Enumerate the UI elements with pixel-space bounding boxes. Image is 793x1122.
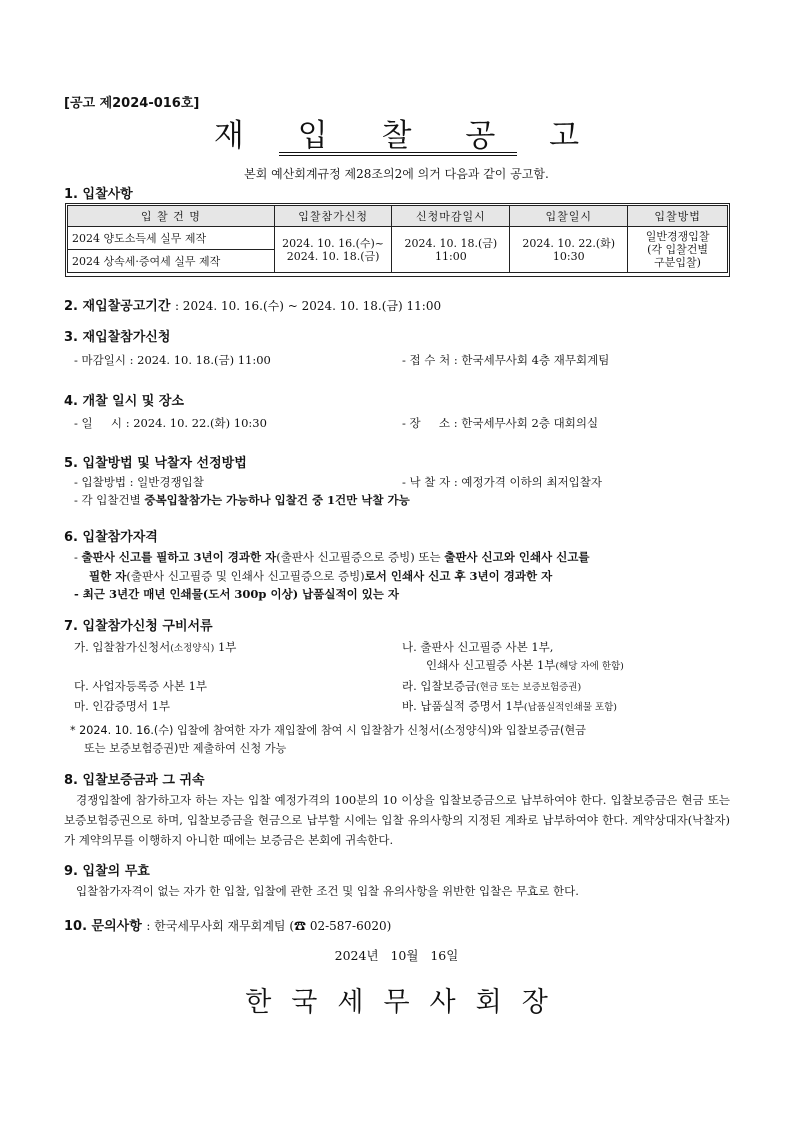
section-1-heading: 1. 입찰사항 bbox=[64, 187, 133, 202]
doc-ga bbox=[74, 639, 236, 655]
doc-na-2-label: 인쇄사 신고필증 사본 1부 bbox=[426, 658, 556, 672]
section-6-heading: 6. 입찰참가자격 bbox=[64, 530, 158, 545]
section-2 bbox=[64, 295, 441, 314]
doc-ra-label: 라. 입찰보증금 bbox=[402, 679, 476, 693]
table-row bbox=[68, 227, 728, 250]
deadline-cell bbox=[392, 227, 510, 273]
contact-value: : 한국세무사회 재무회계팀 (☎ 02-587-6020) bbox=[146, 919, 392, 933]
duplicate-bid-note bbox=[74, 492, 410, 508]
notice-number: [공고 제2024-016호] bbox=[64, 96, 200, 111]
qualification-completed: 필한 자 bbox=[89, 569, 127, 583]
header-deadline: 신청마감일시 bbox=[392, 206, 510, 227]
rebid-period-value: : 2024. 10. 16.(수) ~ 2024. 10. 18.(금) 11:00 bbox=[174, 299, 442, 313]
doc-ga-count: 1부 bbox=[214, 640, 237, 654]
qualification-line-2 bbox=[89, 568, 552, 584]
doc-ba-note: (납품실적인쇄물 포함) bbox=[523, 702, 617, 713]
header-item-name: 입 찰 건 명 bbox=[68, 206, 275, 227]
section-10 bbox=[64, 915, 391, 934]
doc-ba bbox=[402, 698, 617, 714]
bid-date-cell bbox=[510, 227, 628, 273]
intro-text: 본회 예산회계규정 제28조의2에 의거 다음과 같이 공고함. bbox=[244, 167, 549, 181]
header-bid-method: 입찰방법 bbox=[628, 206, 728, 227]
deadline-date: 2024. 10. 18.(금) bbox=[404, 236, 498, 250]
section-2-heading: 2. 재입찰공고기간 bbox=[64, 299, 171, 314]
doc-ra bbox=[402, 678, 581, 694]
section-8-heading: 8. 입찰보증금과 그 귀속 bbox=[64, 773, 205, 788]
qualification-printer-3yrs: 로서 인쇄사 신고 후 3년이 경과한 자 bbox=[364, 569, 553, 583]
opening-datetime: - 일 시 : 2024. 10. 22.(화) 10:30 bbox=[74, 416, 267, 430]
doc-na-2-note: (해당 자에 한함) bbox=[555, 661, 624, 672]
qualification-line-3: - 최근 3년간 매년 인쇄물(도서 300p 이상) 납품실적이 있는 자 bbox=[74, 587, 400, 601]
doc-ba-label: 바. 납품실적 증명서 1부 bbox=[402, 699, 524, 713]
doc-da: 다. 사업자등록증 사본 1부 bbox=[74, 679, 208, 693]
bid-method-line2: (각 입찰건별 bbox=[647, 243, 709, 256]
item-name-1: 2024 양도소득세 실무 제작 bbox=[68, 227, 275, 250]
apply-period-start: 2024. 10. 16.(수)~ bbox=[282, 236, 385, 250]
opening-place: - 장 소 : 한국세무사회 2층 대회의실 bbox=[402, 416, 599, 430]
invalid-bid-text: 입찰참가자격이 없는 자가 한 입찰, 입찰에 관한 조건 및 입찰 유의사항을 위반한 입찰은 무효로 한다. bbox=[76, 884, 579, 898]
bid-method-cell bbox=[628, 227, 728, 273]
resubmission-note-1: * 2024. 10. 16.(수) 입찰에 참여한 자가 재입찰에 참여 시 입찰참가 신청서(소정양식)와 입찰보증금(현금 bbox=[70, 724, 586, 737]
winner-selection-line: - 낙 찰 자 : 예정가격 이하의 최저입찰자 bbox=[402, 475, 602, 489]
deadline-time: 11:00 bbox=[435, 249, 467, 263]
header-apply: 입찰참가신청 bbox=[274, 206, 392, 227]
doc-ga-label: 가. 입찰참가신청서 bbox=[74, 640, 171, 654]
resubmission-note-2: 또는 보증보험증권)만 제출하여 신청 가능 bbox=[84, 742, 287, 755]
page-title: 재 입 찰 공 고 bbox=[213, 118, 602, 154]
qualification-dash: - bbox=[74, 550, 82, 564]
title-underline-double bbox=[279, 155, 517, 156]
bid-date: 2024. 10. 22.(화) bbox=[522, 236, 616, 250]
qualification-publisher: 출판사 신고를 필하고 3년이 경과한 자 bbox=[81, 550, 277, 564]
table-header-row bbox=[68, 206, 728, 227]
doc-ra-note: (현금 또는 보증보험증권) bbox=[475, 682, 582, 693]
deadline-line: - 마감일시 : 2024. 10. 18.(금) 11:00 bbox=[74, 353, 271, 367]
deposit-paragraph: 경쟁입찰에 참가하고자 하는 자는 입찰 예정가격의 100분의 10 이상을 입찰보증금으로 납부하여야 한다. 입찰보증금은 현금 또는 보증보험증권으로 하며, 입찰보증금을 현금으로 납부할 시에는 입찰 유의사항의 지정된 계좌로 납부하여야 한다. 계약상대자(낙찰자)가 계약의무를 이행하지 아니한 때에는 보증금은 본회에 귀속한다. bbox=[64, 793, 730, 847]
item-name-2: 2024 상속세·증여세 실무 제작 bbox=[68, 250, 275, 273]
reception-line: - 접 수 처 : 한국세무사회 4층 재무회계팀 bbox=[402, 353, 610, 367]
title-underline bbox=[279, 152, 517, 153]
doc-na-2 bbox=[426, 657, 624, 673]
section-4-heading: 4. 개찰 일시 및 장소 bbox=[64, 394, 184, 409]
doc-na-1: 나. 출판사 신고필증 사본 1부, bbox=[402, 640, 554, 654]
qualification-line-1 bbox=[74, 549, 590, 565]
doc-ma: 마. 인감증명서 1부 bbox=[74, 699, 171, 713]
qualification-proof: (출판사 신고필증으로 증빙) 또는 bbox=[276, 550, 445, 564]
qualification-printer: 출판사 신고와 인쇄사 신고를 bbox=[444, 550, 590, 564]
apply-period-cell bbox=[274, 227, 392, 273]
doc-ga-note: (소정양식) bbox=[170, 643, 215, 654]
section-5-heading: 5. 입찰방법 및 낙찰자 선정방법 bbox=[64, 456, 247, 471]
bid-items-table bbox=[67, 205, 728, 273]
bid-method-line3: 구분입찰) bbox=[654, 256, 701, 269]
section-10-heading: 10. 문의사항 bbox=[64, 919, 142, 934]
header-bid-date: 입찰일시 bbox=[510, 206, 628, 227]
section-7-heading: 7. 입찰참가신청 구비서류 bbox=[64, 619, 213, 634]
duplicate-bid-emphasis: 중복입찰참가는 가능하나 입찰건 중 1건만 낙찰 가능 bbox=[144, 493, 410, 507]
section-9-heading: 9. 입찰의 무효 bbox=[64, 864, 150, 879]
issuer-signature: 한국세무사회장 bbox=[245, 987, 568, 1018]
bid-time: 10:30 bbox=[552, 249, 585, 263]
apply-period-end: 2024. 10. 18.(금) bbox=[286, 249, 380, 263]
qualification-proof-2: (출판사 신고필증 및 인쇄사 신고필증으로 증빙) bbox=[126, 569, 365, 583]
bid-method-line: - 입찰방법 : 일반경쟁입찰 bbox=[74, 475, 204, 489]
section-3-heading: 3. 재입찰참가신청 bbox=[64, 330, 171, 345]
bid-method-line1: 일반경쟁입찰 bbox=[645, 230, 710, 243]
duplicate-bid-prefix: - 각 입찰건별 bbox=[74, 493, 145, 507]
notice-date: 2024년 10월 16일 bbox=[334, 948, 459, 963]
